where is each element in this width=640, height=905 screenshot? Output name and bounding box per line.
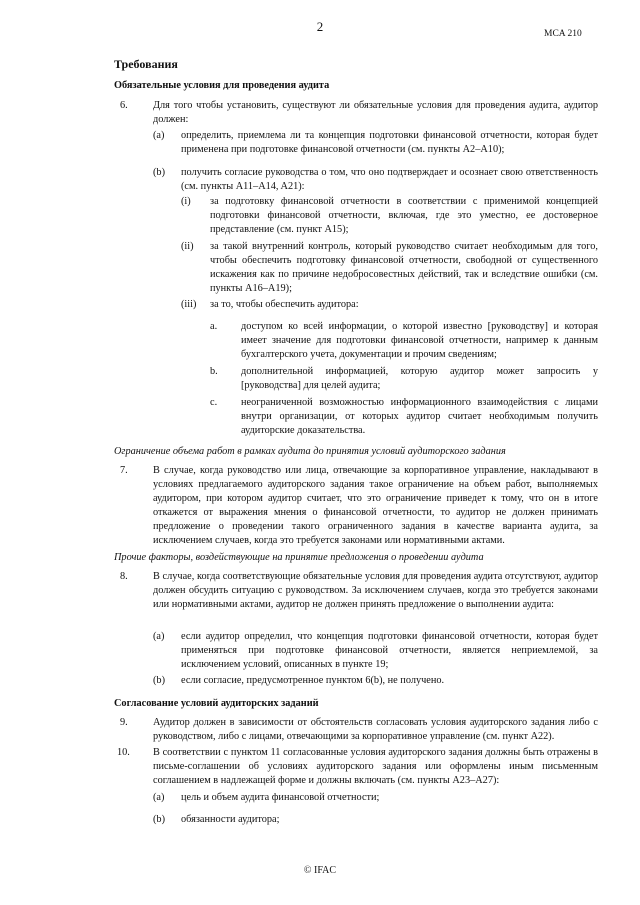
item-6b-text: получить согласие руководства о том, что оно подтверждает и осознает свою ответственность (см. пункты A11–A14, A21): — [181, 167, 598, 192]
paragraph-number-6: 6. — [120, 100, 128, 111]
item-6b-ii-text: за такой внутренний контроль, который руководство считает необходимым для того, чтобы обеспечить подготовку финансовой отчетности, свободной от существенного искажения как по причине недобросовестных действий, так и вследствие ошибки (см. пункты A16–A19); — [210, 241, 598, 294]
item-6b-label: (b) — [153, 167, 166, 178]
item-6b-iii-label: (iii) — [181, 299, 197, 310]
item-8a-text: если аудитор определил, что концепция подготовки финансовой отчетности, которая будет применяться при подготовке финансовой отчетности, является неприемлемой, за исключением условий, описанных в пункте 19; — [181, 631, 598, 670]
section-title: Требования — [114, 57, 178, 71]
subheading-preconditions: Обязательные условия для проведения аудита — [114, 80, 330, 91]
paragraph-7-text: В случае, когда руководство или лица, отвечающие за корпоративное управление, накладывают в условиях предлагаемого аудиторского задания такое ограничение на объем работ, выполняемых аудитором, при котором аудитор считает, что это ограничение приведет к тому, что он в итоге откажется от выражения мнения о финансовой отчетности, то аудитор не должен принимать предложение о проведении такого ограниченного задания в качестве варианта аудита, за исключением случаев, когда это требуется законами или нормативными актами. — [153, 465, 598, 546]
subheading-other-factors: Прочие факторы, воздействующие на принятие предложения о проведении аудита — [114, 552, 484, 563]
paragraph-6-text: Для того чтобы установить, существуют ли обязательные условия для проведения аудита, аудитор должен: — [153, 100, 598, 125]
document-code: MCA 210 — [544, 29, 582, 39]
item-6b-ii-label: (ii) — [181, 241, 194, 252]
paragraph-number-7: 7. — [120, 465, 128, 476]
paragraph-9-text: Аудитор должен в зависимости от обстоятельств согласовать условия аудиторского задания либо с руководством, либо с лицами, отвечающими за корпоративное управление (см. пункт A22). — [153, 717, 598, 742]
subitem-a-text: доступом ко всей информации, о которой известно [руководству] и которая имеет значение для подготовки финансовой отчетности, например к данным бухгалтерского учета, документации и прочим сведениям; — [241, 321, 598, 360]
item-8b-text: если согласие, предусмотренное пунктом 6(b), не получено. — [181, 675, 445, 686]
subitem-b-text: дополнительной информацией, которую аудитор может запросить у [руководства] для целей аудита; — [241, 366, 598, 391]
paragraph-number-8: 8. — [120, 571, 128, 582]
subitem-a-label: a. — [210, 321, 218, 332]
subheading-agreement: Согласование условий аудиторских заданий — [114, 698, 319, 709]
paragraph-10-text: В соответствии с пунктом 11 согласованные условия аудиторского задания должны быть отражены в письме-соглашении об условиях аудиторского задания или оформлены иным письменным соглашением в надлежащей форме и должны включать (см. пункты A23–A27): — [153, 747, 598, 786]
item-8b-label: (b) — [153, 675, 166, 686]
item-6b-i-label: (i) — [181, 196, 191, 207]
item-6a-label: (a) — [153, 130, 165, 141]
item-8a-label: (a) — [153, 631, 165, 642]
paragraph-number-9: 9. — [120, 717, 128, 728]
footer-copyright: © IFAC — [303, 865, 337, 876]
item-10a-text: цель и объем аудита финансовой отчетности; — [181, 792, 380, 803]
item-6a-text: определить, приемлема ли та концепция подготовки финансовой отчетности, которая будет применена при подготовке финансовой отчетности (см. пункты A2–A10); — [181, 130, 598, 155]
subitem-c-text: неограниченной возможностью информационного взаимодействия с лицами внутри организации, от которых аудитор считает необходимым получить аудиторские доказательства. — [241, 397, 598, 436]
item-10b-label: (b) — [153, 814, 166, 825]
subheading-scope-limitation: Ограничение объема работ в рамках аудита до принятия условий аудиторского задания — [114, 446, 506, 457]
paragraph-8-text: В случае, когда соответствующие обязательные условия для проведения аудита отсутствуют, аудитор должен обсудить ситуацию с руководством. За исключением случаев, когда это требуется законами или нормативными актами, аудитор не должен принять предложение о выполнении аудита: — [153, 571, 598, 610]
subitem-c-label: c. — [210, 397, 218, 408]
page-number: 2 — [316, 19, 324, 34]
paragraph-number-10: 10. — [117, 747, 130, 758]
item-6b-i-text: за подготовку финансовой отчетности в соответствии с применимой концепцией подготовки финансовой отчетности, включая, где это уместно, ее достоверное представление (см. пункт A15); — [210, 196, 598, 235]
item-10b-text: обязанности аудитора; — [181, 814, 280, 825]
subitem-b-label: b. — [210, 366, 218, 377]
item-6b-iii-text: за то, чтобы обеспечить аудитора: — [210, 299, 359, 310]
item-10a-label: (a) — [153, 792, 165, 803]
